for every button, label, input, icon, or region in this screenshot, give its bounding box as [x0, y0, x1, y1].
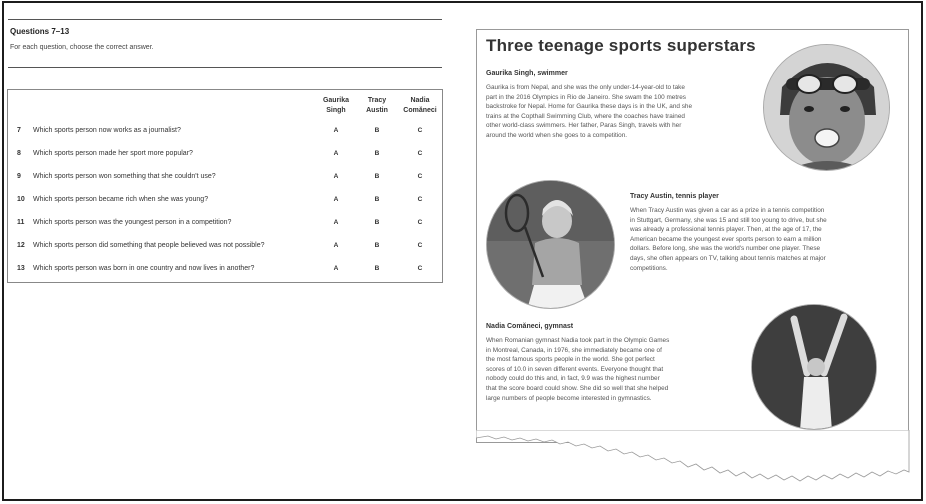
tennis-player-image [487, 181, 615, 309]
question-text: Which sports person made her sport more popular? [33, 150, 193, 157]
option-b[interactable]: B [374, 127, 380, 134]
option-c[interactable]: C [417, 127, 423, 134]
question-number: 7 [17, 127, 21, 134]
column-header-line: Comăneci [403, 107, 437, 114]
option-a[interactable]: A [333, 219, 339, 226]
option-c[interactable]: C [417, 150, 423, 157]
option-c[interactable]: C [417, 265, 423, 272]
option-a[interactable]: A [333, 196, 339, 203]
column-header-line: Singh [326, 107, 346, 114]
paragraph-line: part in the 2016 Olympics in Rio de Janeiro. She swam the 100 metres [486, 93, 686, 101]
question-number: 13 [17, 265, 25, 272]
option-c[interactable]: C [417, 173, 423, 180]
paragraph-line: days, she often appears on TV, talking about tennis matches at major [630, 254, 826, 262]
paragraph-line: American became the youngest ever sports person to earn a million [630, 235, 822, 243]
paragraph-line: that the score board could show. She did so well that she helped [486, 384, 669, 392]
option-a[interactable]: A [333, 150, 339, 157]
paragraph-line: scores of 10.0 in seven different events. Everyone thought that [486, 365, 664, 373]
paragraph-line: trains at the Copthall Swimming Club, where the coaches have trained [486, 112, 685, 120]
section-subtitle: Gaurika Singh, swimmer [486, 70, 568, 77]
paragraph-line: nobody could do this and, in fact, 9.9 was the highest number [486, 375, 660, 383]
question-number: 12 [17, 242, 25, 249]
paragraph-line: When Romanian gymnast Nadia took part in the Olympic Games [486, 337, 670, 344]
question-number: 11 [17, 219, 25, 226]
option-b[interactable]: B [374, 173, 380, 180]
swimmer-image [764, 45, 890, 171]
question-text: Which sports person won something that she couldn't use? [33, 173, 216, 180]
paragraph-line: dollars. Before long, she was the world's number one player. These [630, 245, 821, 253]
paragraph-line: in Montreal, Canada, in 1976, she immediately became one of [486, 346, 662, 354]
option-a[interactable]: A [333, 173, 339, 180]
questions-heading: Questions 7–13 [10, 27, 70, 36]
paragraph-line: around the world when she goes to a competition. [486, 131, 628, 139]
section-subtitle: Tracy Austin, tennis player [630, 193, 719, 200]
column-header-line: Tracy [367, 97, 387, 104]
section-paragraph [486, 83, 692, 141]
question-text: Which sports person was born in one country and now lives in another? [33, 265, 255, 272]
torn-edge [476, 430, 912, 486]
column-header-line: Nadia [410, 97, 430, 104]
divider-bottom [8, 67, 442, 68]
question-text: Which sports person did something that people believed was not possible? [33, 242, 265, 249]
option-c[interactable]: C [417, 196, 423, 203]
paragraph-line: large numbers of people become interested in gymnastics. [486, 394, 652, 402]
tennis-player-photo [486, 180, 615, 309]
paragraph-line: backstroke for Nepal. Home for Gaurika these days is in the UK, and she [486, 103, 693, 111]
questions-instruction: For each question, choose the correct answer. [10, 44, 154, 51]
paragraph-line: other world-class swimmers. Her father, Paras Singh, travels with her [486, 122, 682, 130]
column-header-line: Gaurika [322, 97, 350, 104]
gymnast-photo [751, 304, 877, 430]
option-a[interactable]: A [333, 242, 339, 249]
option-c[interactable]: C [417, 242, 423, 249]
article-title: Three teenage sports superstars [486, 36, 756, 55]
paragraph-line: When Tracy Austin was given a car as a prize in a tennis competition [630, 207, 825, 214]
divider-top [8, 19, 442, 20]
question-text: Which sports person was the youngest person in a competition? [33, 219, 232, 226]
option-b[interactable]: B [374, 196, 380, 203]
option-b[interactable]: B [374, 242, 380, 249]
paragraph-line: Gaurika is from Nepal, and she was the only under-14-year-old to take [486, 84, 685, 91]
paragraph-line: in Stuttgart, Germany, she was 15 and still too young to drive, but she [630, 216, 827, 224]
option-a[interactable]: A [333, 265, 339, 272]
section-paragraph [630, 206, 827, 273]
question-text: Which sports person became rich when she was young? [33, 196, 209, 203]
paragraph-line: was already a professional tennis player. Then, at the age of 17, the [630, 226, 822, 234]
option-b[interactable]: B [374, 150, 380, 157]
column-header-line: Austin [366, 107, 388, 114]
option-c[interactable]: C [417, 219, 423, 226]
paragraph-line: competitions. [630, 264, 668, 272]
section-subtitle: Nadia Comăneci, gymnast [486, 323, 574, 330]
option-b[interactable]: B [374, 265, 380, 272]
option-b[interactable]: B [374, 219, 380, 226]
question-number: 8 [17, 150, 21, 157]
question-text: Which sports person now works as a journalist? [33, 127, 181, 134]
question-number: 9 [17, 173, 21, 180]
section-paragraph [486, 336, 669, 403]
question-number: 10 [17, 196, 25, 203]
swimmer-photo [763, 44, 890, 171]
paragraph-line: the most famous sports people in the world. She got perfect [486, 356, 655, 364]
column-header-nadia [395, 96, 445, 116]
gymnast-image [752, 305, 877, 430]
option-a[interactable]: A [333, 127, 339, 134]
